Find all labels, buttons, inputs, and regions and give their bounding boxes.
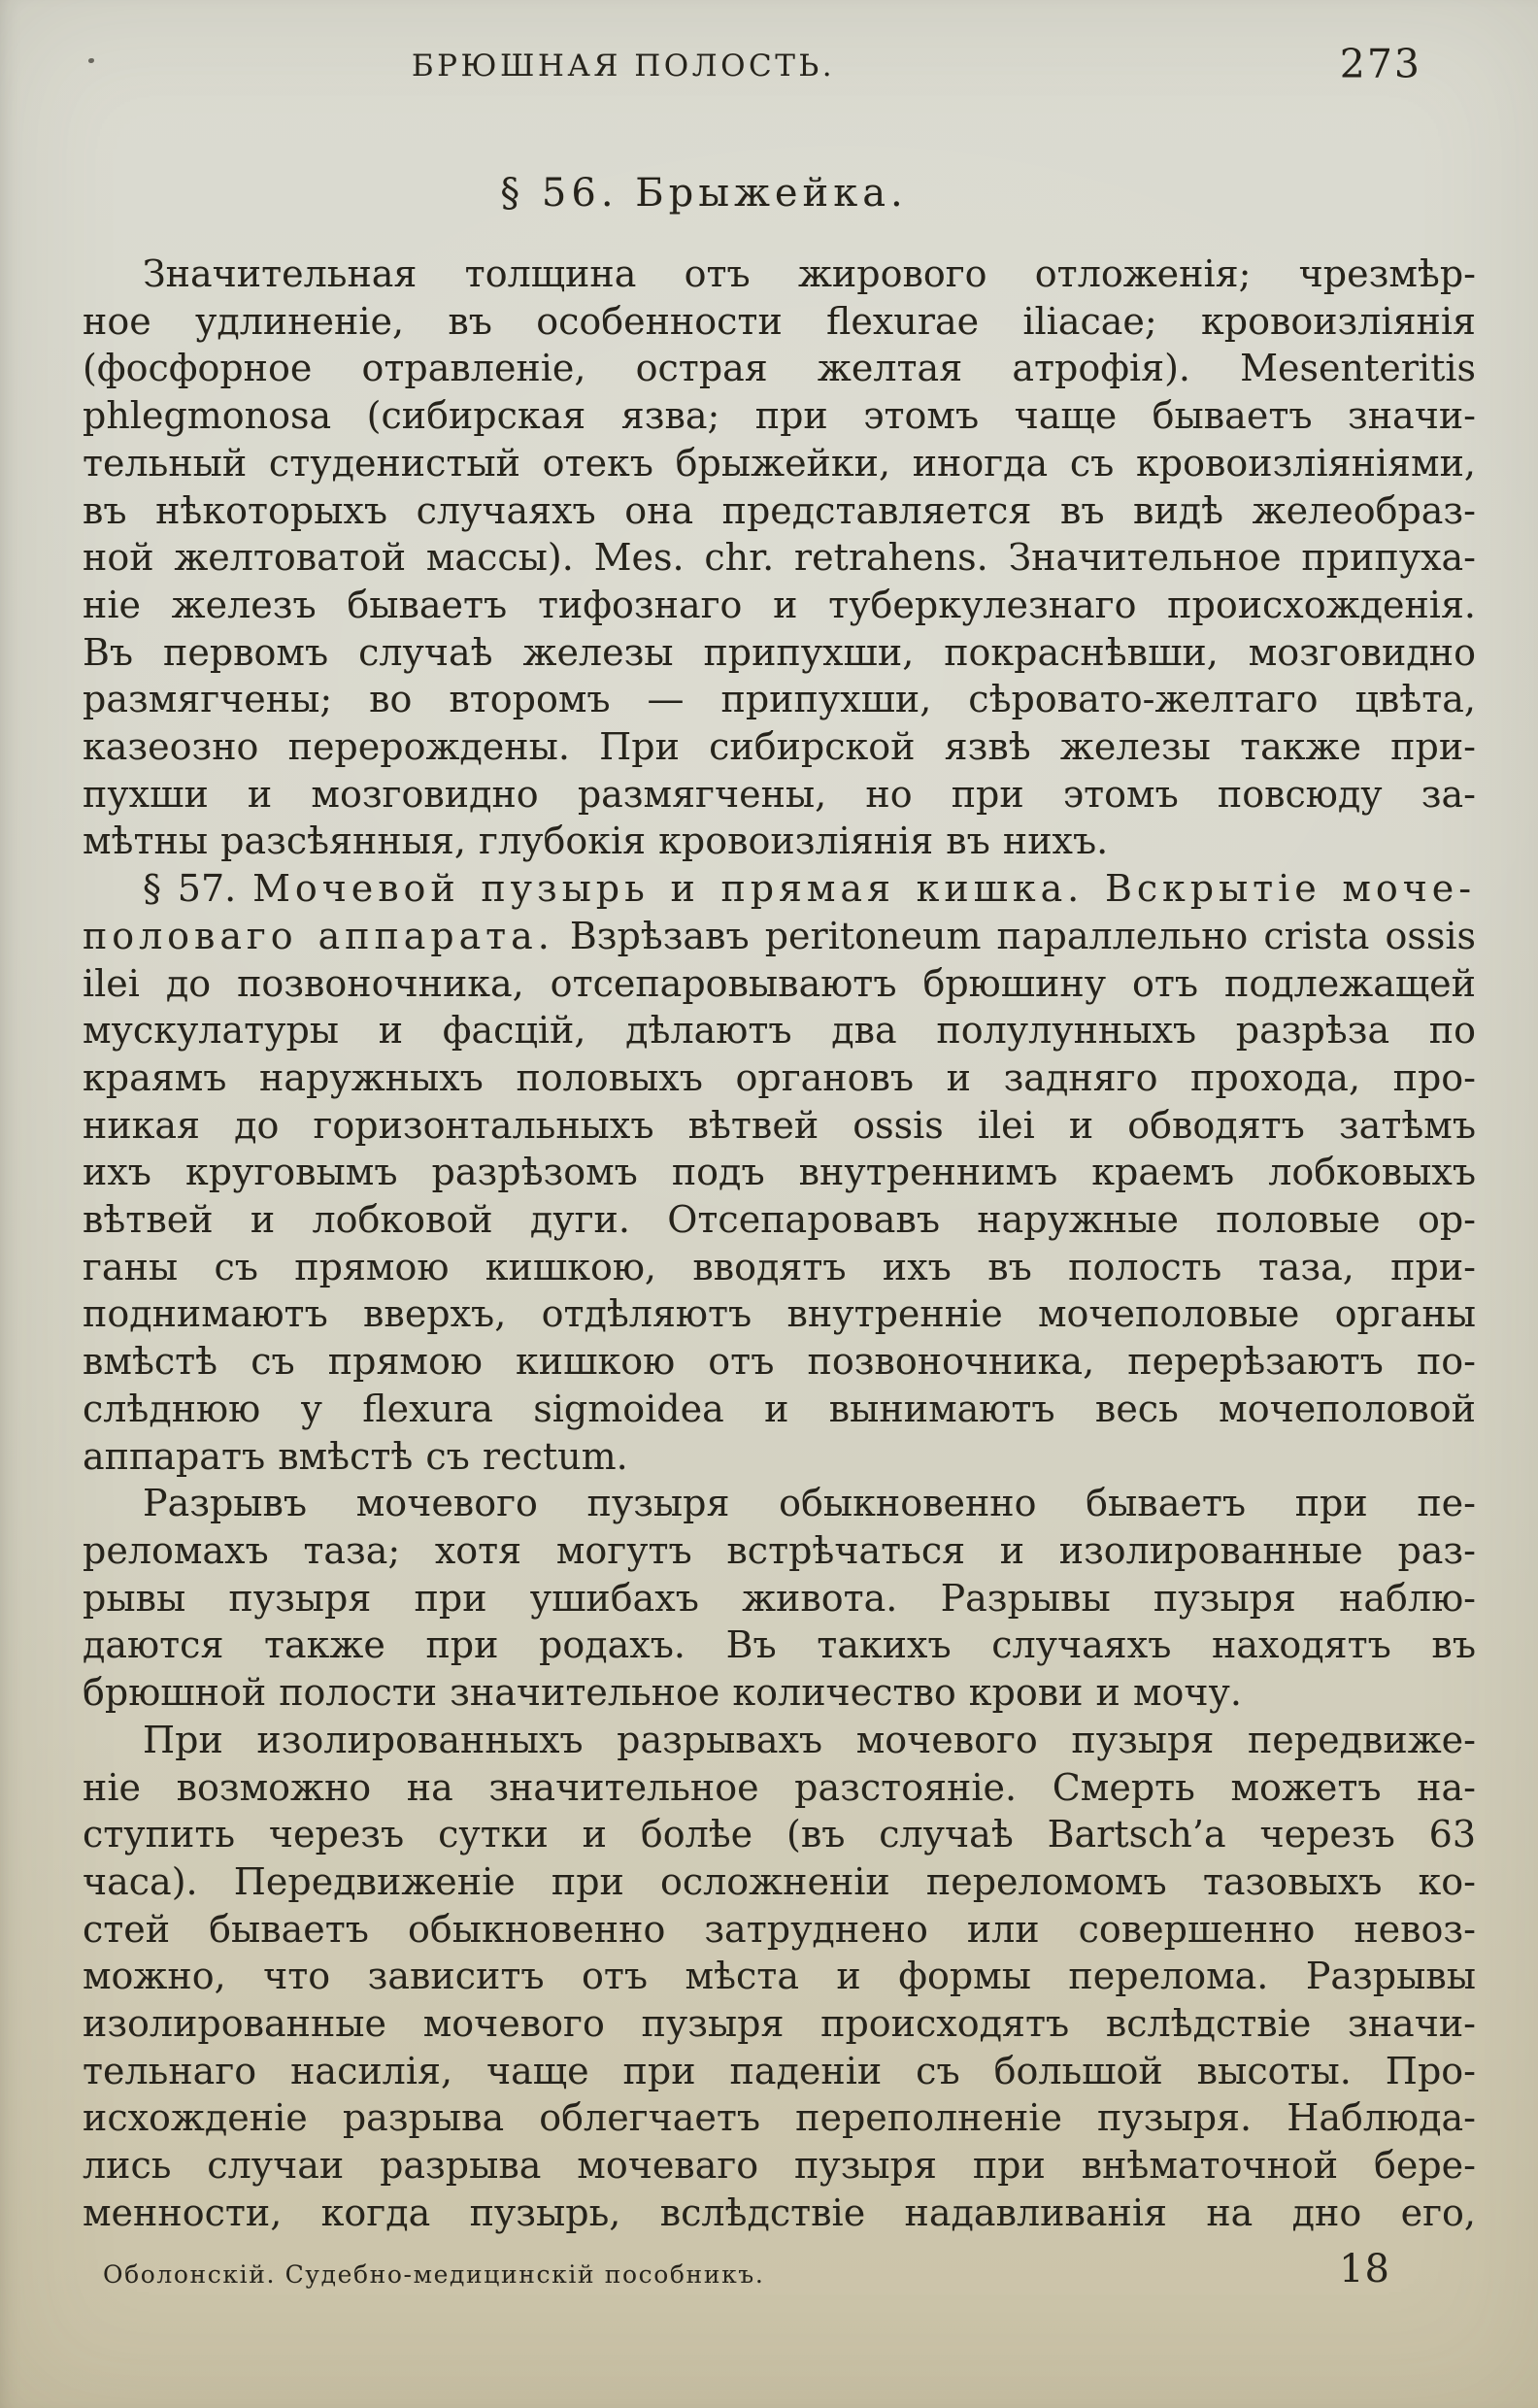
body-text: аппаратъ вмѣстѣ съ rectum. xyxy=(83,1434,628,1478)
body-text: ніе возможно на значительное разстояніе. Смерть можетъ на- xyxy=(83,1765,1476,1809)
text-line xyxy=(83,2142,1476,2190)
body-text: (фосфорное отравленіе, острая желтая атрофія). Mesenteritis xyxy=(83,347,1476,390)
section-heading: § 56. Брыжейка. xyxy=(500,171,908,216)
text-line xyxy=(83,1244,1476,1291)
body-text: въ нѣкоторыхъ случаяхъ она представляется въ видѣ желеобраз- xyxy=(83,488,1476,532)
text-line xyxy=(83,1764,1476,1812)
body-text: тельнаго насилія, чаще при паденіи съ большой высоты. Про- xyxy=(83,2049,1476,2092)
body-text: часа). Передвиженіе при осложненіи переломомъ тазовыхъ ко- xyxy=(83,1859,1476,1903)
section-title-spaced-text: Мочевой пузырь и прямая кишка. Вскрытіе моче- xyxy=(252,867,1477,911)
text-line xyxy=(83,676,1476,723)
body-text: брюшной полости значительное количество крови и мочу. xyxy=(83,1671,1242,1715)
body-text: Въ первомъ случаѣ железы припухши, покраснѣвши, мозговидно xyxy=(83,630,1476,674)
text-line xyxy=(83,582,1476,629)
text-line xyxy=(83,960,1476,1008)
text-line xyxy=(83,1054,1476,1102)
running-title: БРЮШНАЯ ПОЛОСТЬ. xyxy=(411,49,836,84)
text-line xyxy=(83,345,1476,392)
text-line xyxy=(83,1953,1476,2000)
text-line xyxy=(83,440,1476,487)
text-block xyxy=(83,251,1476,2237)
body-text: ное удлиненіе, въ особенности flexurae iliacae; кровоизліянія xyxy=(83,299,1476,343)
body-text: краямъ наружныхъ половыхъ органовъ и задняго прохода, про- xyxy=(83,1055,1476,1099)
body-text: ихъ круговымъ разрѣзомъ подъ внутреннимъ краемъ лобковыхъ xyxy=(83,1151,1476,1194)
text-line xyxy=(83,298,1476,346)
body-text: мускулатуры и фасцій, дѣлаютъ два полулунныхъ разрѣза по xyxy=(83,1009,1476,1053)
text-line xyxy=(83,865,1476,913)
text-line xyxy=(83,1196,1476,1244)
text-line xyxy=(83,1575,1476,1622)
text-line xyxy=(83,771,1476,819)
body-text: ніе железъ бываетъ тифознаго и туберкулезнаго происхожденія. xyxy=(83,583,1476,626)
text-line xyxy=(83,1433,1476,1481)
body-text: менности, когда пузырь, вслѣдствіе надавливанія на дно его, xyxy=(83,2191,1476,2234)
text-line xyxy=(83,2190,1476,2237)
body-text: пухши и мозговидно размягчены, но при этомъ повсюду за- xyxy=(83,772,1476,816)
text-line xyxy=(83,723,1476,771)
text-line xyxy=(83,1480,1476,1527)
text-line xyxy=(83,1622,1476,1669)
text-line xyxy=(83,2048,1476,2095)
text-line xyxy=(83,1386,1476,1433)
text-line xyxy=(83,251,1476,298)
text-line xyxy=(83,1007,1476,1054)
body-text: стей бываетъ обыкновенно затруднено или совершенно невоз- xyxy=(83,1907,1476,1951)
text-line xyxy=(83,1338,1476,1386)
page-number: 273 xyxy=(1339,41,1421,87)
footer-sheet-number: 18 xyxy=(1339,2247,1390,2291)
body-text: При изолированныхъ разрывахъ мочевого пузыря передвиже- xyxy=(143,1718,1476,1761)
body-text: размягчены; во второмъ — припухши, сѣровато-желтаго цвѣта, xyxy=(83,678,1476,721)
body-text: изолированные мочевого пузыря происходятъ вслѣдствіе значи- xyxy=(83,2002,1476,2046)
text-line xyxy=(83,1906,1476,1954)
body-text: ilei до позвоночника, отсепаровываютъ брюшину отъ подлежащей xyxy=(83,961,1476,1005)
text-line xyxy=(83,1527,1476,1575)
body-text: мѣтны разсѣянныя, глубокія кровоизліянія въ нихъ. xyxy=(83,819,1109,863)
body-text: ступить черезъ сутки и болѣе (въ случаѣ Bartsch’а черезъ 63 xyxy=(83,1813,1476,1856)
body-text: Значительная толщина отъ жирового отложенія; чрезмѣр- xyxy=(143,252,1476,295)
body-text: реломахъ таза; хотя могутъ встрѣчаться и изолированные раз- xyxy=(83,1528,1476,1572)
section-title-spaced-text: половаго аппарата. xyxy=(83,914,554,957)
text-line xyxy=(83,629,1476,677)
text-line xyxy=(83,913,1476,960)
body-text: Взрѣзавъ peritoneum параллельно crista ossis xyxy=(553,914,1476,957)
body-text: можно, что зависитъ отъ мѣста и формы перелома. Разрывы xyxy=(83,1955,1476,1998)
text-line xyxy=(83,1811,1476,1858)
body-text: вмѣстѣ съ прямою кишкою отъ позвоночника, перерѣзаютъ по- xyxy=(83,1340,1476,1384)
body-text: phlegmonosa (сибирская язва; при этомъ чаще бываетъ значи- xyxy=(83,394,1476,438)
body-text: слѣднюю у flexura sigmoidea и вынимаютъ весь мочеполовой xyxy=(83,1387,1476,1430)
body-text: ганы съ прямою кишкою, вводятъ ихъ въ полость таза, при- xyxy=(83,1245,1476,1288)
body-text: казеозно перерождены. При сибирской язвѣ железы также при- xyxy=(83,725,1476,769)
text-line xyxy=(83,1102,1476,1150)
paragraph xyxy=(83,1717,1476,2237)
paragraph xyxy=(83,251,1476,865)
body-text: вѣтвей и лобковой дуги. Отсепаровавъ наружные половые ор- xyxy=(83,1198,1476,1242)
body-text: § 57. xyxy=(143,867,253,911)
body-text: даются также при родахъ. Въ такихъ случаяхъ находятъ въ xyxy=(83,1623,1476,1667)
text-line xyxy=(83,1717,1476,1764)
text-line xyxy=(83,534,1476,582)
body-text: лись случаи разрыва мочеваго пузыря при внѣматочной бере- xyxy=(83,2144,1476,2188)
body-text: тельный студенистый отекъ брыжейки, иногда съ кровоизліяніями, xyxy=(83,441,1476,485)
text-line xyxy=(83,818,1476,865)
body-text: поднимаютъ вверхъ, отдѣляютъ внутренніе мочеполовые органы xyxy=(83,1292,1476,1336)
text-line xyxy=(83,1858,1476,1906)
text-line xyxy=(83,1290,1476,1338)
text-line xyxy=(83,2000,1476,2048)
body-text: никая до горизонтальныхъ вѣтвей ossis ilei и обводятъ затѣмъ xyxy=(83,1103,1476,1147)
text-line xyxy=(83,2094,1476,2142)
paragraph xyxy=(83,1480,1476,1717)
body-text: Разрывъ мочевого пузыря обыкновенно бываетъ при пе- xyxy=(143,1482,1476,1525)
footer-signature: Оболонскій. Судебно-медицинскій пособникъ. xyxy=(103,2260,765,2289)
body-text: ной желтоватой массы). Mes. chr. retrahens. Значительное припуха- xyxy=(83,536,1476,580)
text-line xyxy=(83,1669,1476,1717)
body-text: исхожденіе разрыва облегчаетъ переполненіе пузыря. Наблюда- xyxy=(83,2096,1476,2140)
body-text: рывы пузыря при ушибахъ живота. Разрывы пузыря наблю- xyxy=(83,1576,1476,1620)
paragraph xyxy=(83,865,1476,1480)
text-line xyxy=(83,1149,1476,1196)
text-line xyxy=(83,487,1476,535)
text-line xyxy=(83,392,1476,440)
